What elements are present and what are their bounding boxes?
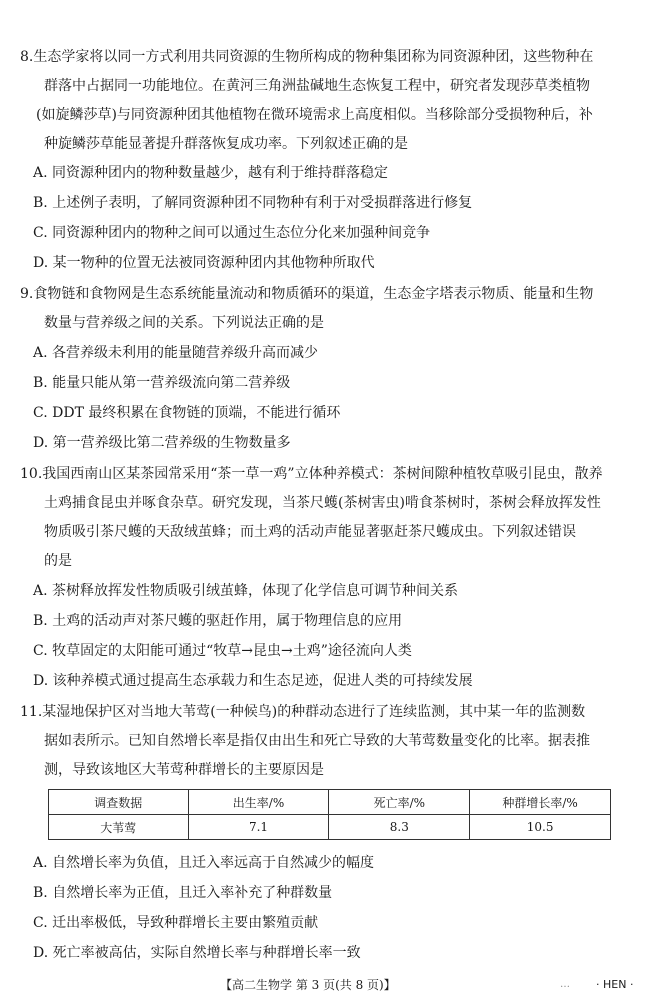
q8-stem-line-2: 群落中占据同一功能地位。在黄河三角洲盐碱地生态恢复工程中，研究者发现莎草类植物: [44, 78, 590, 94]
q10-stem-line-1: 10.我国西南山区某茶园常采用“茶一草一鸡”立体种养模式：茶树间隙种植牧草吸引昆虫，散养: [20, 466, 603, 482]
q9-stem-line-2: 数量与营养级之间的关系。下列说法正确的是: [44, 315, 324, 331]
q8-stem-line-1: 8.生态学家将以同一方式利用共同资源的生物所构成的物种集团称为同资源种团，这些物种在: [20, 49, 594, 65]
footer-dots: …: [560, 979, 570, 990]
q10-stem-line-2: 土鸡捕食昆虫并啄食杂草。研究发现，当茶尺蠖(茶树害虫)啃食茶树时，茶树会释放挥发性: [44, 495, 601, 511]
q9-option-c: C. DDT 最终积累在食物链的顶端，不能进行循环: [33, 405, 341, 421]
table-header-cell: 调查数据: [49, 790, 189, 815]
q9-option-a: A. 各营养级未利用的能量随营养级升高而减少: [33, 345, 319, 361]
footer-code: · HEN ·: [596, 978, 634, 991]
q10-option-d: D. 该种养模式通过提高生态承载力和生态足迹，促进人类的可持续发展: [33, 673, 473, 689]
q11-data-table: [48, 789, 611, 840]
q9-option-b: B. 能量只能从第一营养级流向第二营养级: [33, 375, 291, 391]
q9-option-d: D. 第一营养级比第二营养级的生物数量多: [33, 435, 291, 451]
table-cell: 大苇莺: [49, 815, 189, 840]
q11-option-c: C. 迁出率极低，导致种群增长主要由繁殖贡献: [33, 915, 319, 931]
q11-stem-line-2: 据如表所示。已知自然增长率是指仅由出生和死亡导致的大苇莺数量变化的比率。据表推: [44, 733, 590, 749]
q8-option-a: A. 同资源种团内的物种数量越少，越有利于维持群落稳定: [33, 165, 389, 181]
q8-option-c: C. 同资源种团内的物种之间可以通过生态位分化来加强种间竞争: [33, 225, 431, 241]
q10-stem-line-3: 物质吸引茶尺蠖的天敌绒茧蜂；而土鸡的活动声能显著驱赶茶尺蠖成虫。下列叙述错误: [44, 524, 576, 540]
q11-stem-line-1: 11.某湿地保护区对当地大苇莺(一种候鸟)的种群动态进行了连续监测，其中某一年的监测数: [20, 704, 586, 720]
q10-option-a: A. 茶树释放挥发性物质吸引绒茧蜂，体现了化学信息可调节种间关系: [33, 583, 459, 599]
q10-option-c: C. 牧草固定的太阳能可通过“牧草→昆虫→土鸡”途径流向人类: [33, 643, 412, 659]
q11-option-d: D. 死亡率被高估，实际自然增长率与种群增长率一致: [33, 945, 361, 961]
q8-stem-line-4: 种旋鳞莎草能显著提升群落恢复成功率。下列叙述正确的是: [44, 136, 408, 152]
q9-stem-line-1: 9.食物链和食物网是生态系统能量流动和物质循环的渠道，生态金字塔表示物质、能量和生物: [20, 286, 594, 302]
table-header-cell: 种群增长率/%: [470, 790, 611, 815]
q11-option-b: B. 自然增长率为正值，且迁入率补充了种群数量: [33, 885, 333, 901]
q8-stem-line-3: (如旋鳞莎草)与同资源种团其他植物在微环境需求上高度相似。当移除部分受损物种后，补: [36, 107, 593, 123]
q10-stem-line-4: 的是: [44, 553, 72, 569]
page-footer: [0, 975, 652, 995]
table-cell: 7.1: [188, 815, 329, 840]
q11-option-a: A. 自然增长率为负值，且迁入率远高于自然减少的幅度: [33, 855, 375, 871]
table-header-row: [49, 790, 611, 815]
table-header-cell: 死亡率/%: [329, 790, 470, 815]
table-header-cell: 出生率/%: [188, 790, 329, 815]
table-row: [49, 815, 611, 840]
table-cell: 8.3: [329, 815, 470, 840]
q8-option-b: B. 上述例子表明，了解同资源种团不同物种有利于对受损群落进行修复: [33, 195, 473, 211]
q8-option-d: D. 某一物种的位置无法被同资源种团内其他物种所取代: [33, 255, 375, 271]
table-cell: 10.5: [470, 815, 611, 840]
q10-option-b: B. 土鸡的活动声对茶尺蠖的驱赶作用，属于物理信息的应用: [33, 613, 403, 629]
footer-page-label: 【高二生物学 第 3 页(共 8 页)】: [220, 978, 396, 992]
q11-stem-line-3: 测，导致该地区大苇莺种群增长的主要原因是: [44, 762, 324, 778]
